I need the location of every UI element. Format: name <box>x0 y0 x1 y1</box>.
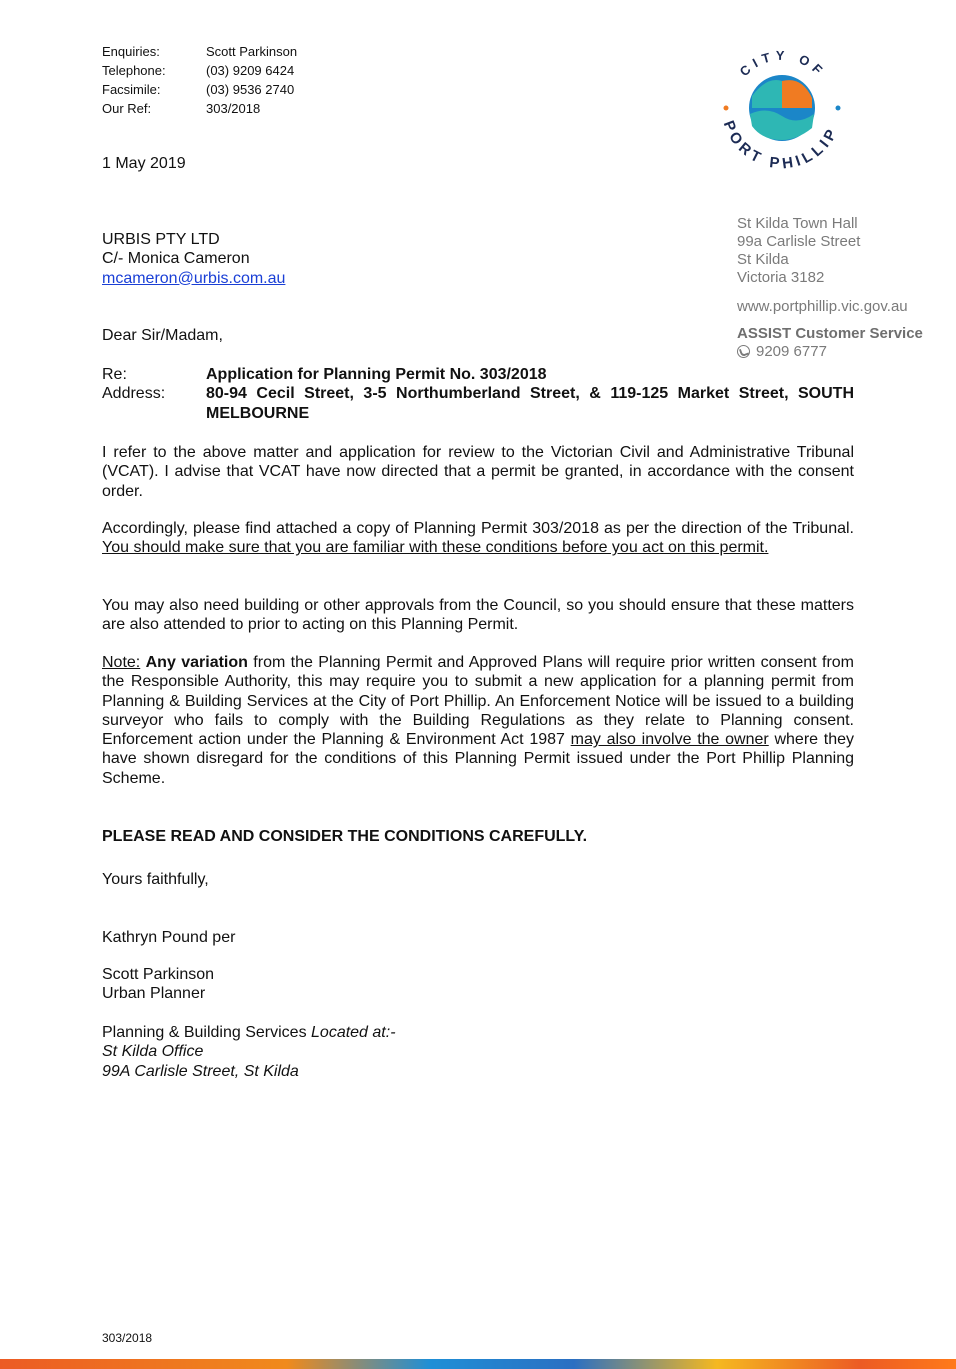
paragraph-4-underlined: may also involve the owner <box>570 731 769 749</box>
signatory-block <box>102 965 214 1004</box>
office-name: St Kilda Office <box>102 1043 204 1061</box>
enquiries-row <box>102 42 297 61</box>
logo-dot-right <box>836 106 841 111</box>
assist-phone-number: 9209 6777 <box>756 343 827 360</box>
paragraph-1: I refer to the above matter and application for review to the Victorian Civil and Administrative Tribunal (VCAT). I advise that VCAT have now directed that a permit be granted, in accordance with the consent order. <box>102 444 854 500</box>
our-ref-label: Our Ref: <box>102 101 152 116</box>
footer-ref: 303/2018 <box>102 1331 153 1345</box>
telephone-value: (03) 9209 6424 <box>206 63 295 78</box>
salutation: Dear Sir/Madam, <box>102 327 223 344</box>
office-block <box>102 1023 396 1081</box>
our-ref-row <box>102 99 297 118</box>
letter-date: 1 May 2019 <box>102 155 186 172</box>
telephone-label: Telephone: <box>102 63 166 78</box>
city-of-port-phillip-logo <box>712 36 852 176</box>
logo-palm <box>752 80 782 108</box>
phone-icon <box>737 345 750 358</box>
paragraph-2-underlined: You should make sure that you are familiar with these conditions before you act on this permit. <box>102 539 769 557</box>
facsimile-value: (03) 9536 2740 <box>206 82 295 97</box>
located-at: Located at:- <box>311 1024 396 1041</box>
assist-label: ASSIST Customer Service <box>737 325 923 342</box>
footer-color-stripe <box>0 1359 956 1369</box>
re-row <box>102 365 854 384</box>
subject-block <box>102 365 854 423</box>
closing: Yours faithfully, <box>102 871 209 888</box>
recipient-attention: C/- Monica Cameron <box>102 250 250 268</box>
council-address-line: St Kilda <box>737 251 789 268</box>
re-label: Re: <box>102 366 127 383</box>
recipient-company: URBIS PTY LTD <box>102 231 220 248</box>
department-line <box>102 1023 396 1042</box>
logo-bottom-text: PORT PHILLIP <box>719 118 843 173</box>
council-website: www.portphillip.vic.gov.au <box>737 298 908 315</box>
council-address-line: Victoria 3182 <box>737 269 825 286</box>
note-label: Note: <box>102 654 141 671</box>
address-value: 80-94 Cecil Street, 3-5 Northumberland Street, & 119-125 Market Street, SOUTH MELBOURNE <box>206 385 854 422</box>
signed-by: Kathryn Pound per <box>102 929 236 946</box>
paragraph-3: You may also need building or other approvals from the Council, so you should ensure that these matters are also attended to prior to acting on this Planning Permit. <box>102 597 854 634</box>
logo-top-text: CITY OF <box>736 47 829 81</box>
facsimile-row <box>102 80 297 99</box>
paragraph-4-text-b: where they have shown disregard for the conditions of this Planning Permit issued under the Port Phillip Planning Scheme. <box>102 731 855 787</box>
our-ref-value: 303/2018 <box>206 101 261 116</box>
enquiries-value: Scott Parkinson <box>206 44 298 59</box>
recipient-email-link[interactable]: mcameron@urbis.com.au <box>102 269 286 287</box>
paragraph-4-text-a: from the Planning Permit and Approved Plans will require prior written consent from the Responsible Authority, this may require you to submit a new application for a planning permit from Planning & Building Services at the City of Port Phillip. An Enforcement Notice will be issued to a building surveyor who fails to comply with the Building Regulations as they relate to Planning consent. Enforcement action under the Planning & Environment Act 1987 <box>102 654 855 749</box>
recipient-block <box>102 230 285 288</box>
paragraph-2-text: Accordingly, please find attached a copy of Planning Permit 303/2018 as per the direction of the Tribunal. <box>102 520 854 537</box>
re-value: Application for Planning Permit No. 303/2018 <box>206 366 547 383</box>
paragraph-4 <box>102 653 854 788</box>
council-address <box>737 215 860 287</box>
council-address-line: 99a Carlisle Street <box>737 233 861 250</box>
logo-dot-left <box>724 106 729 111</box>
telephone-row <box>102 61 297 80</box>
enquiries-block <box>102 42 297 118</box>
facsimile-label: Facsimile: <box>102 82 161 97</box>
warning-heading: PLEASE READ AND CONSIDER THE CONDITIONS CAREFULLY. <box>102 828 588 845</box>
assist-phone <box>737 343 827 360</box>
address-row <box>102 384 854 423</box>
enquiries-label: Enquiries: <box>102 44 160 59</box>
office-address: 99A Carlisle Street, St Kilda <box>102 1062 299 1080</box>
paragraph-2 <box>102 519 854 558</box>
address-label: Address: <box>102 385 166 403</box>
council-address-line: St Kilda Town Hall <box>737 215 858 232</box>
department: Planning & Building Services <box>102 1024 312 1041</box>
signatory-name: Scott Parkinson <box>102 966 215 983</box>
signatory-title: Urban Planner <box>102 985 206 1003</box>
any-variation-text: Any variation <box>145 654 248 671</box>
logo-building <box>782 80 812 108</box>
